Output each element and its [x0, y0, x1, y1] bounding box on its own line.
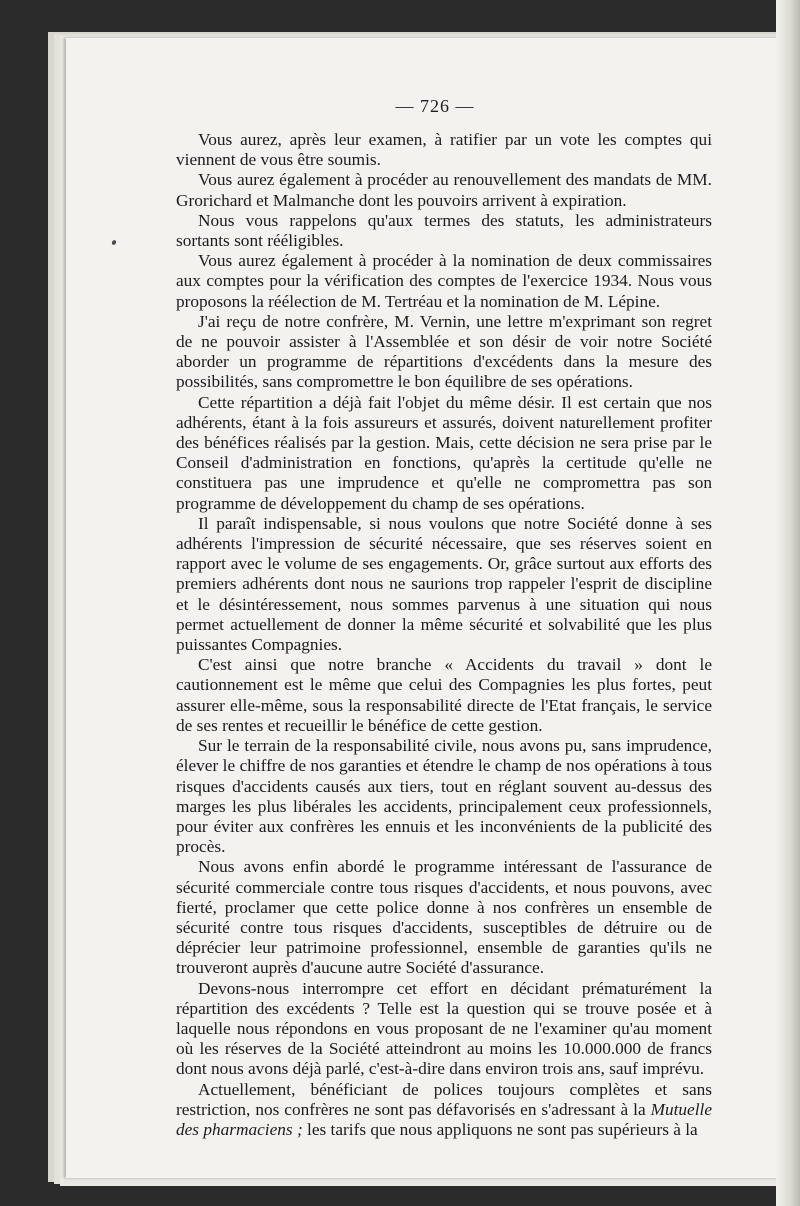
paragraph: Nous avons enfin abordé le programme intéressant de l'assurance de sécurité commerciale contre tous risques d'accidents, et nous pouvons, avec fierté, proclamer que cette police donne à nos confrères un ensemble de sécurité contre tous risques d'accidents, susceptibles de détruire ou de déprécier leur patrimoine professionnel, ensemble de garanties qu'ils ne trouveront auprès d'aucune autre Société d'assurance.: [176, 857, 712, 978]
paragraph: Devons-nous interrompre cet effort en décidant prématurément la répartition des excédents ? Telle est la question qui se trouve posée et à laquelle nous répondons en vous proposant de ne l'examiner qu'au moment où les réserves de la Société atteindront au moins les 10.000.000 de francs dont nous avons déjà parlé, c'est-à-dire dans environ trois ans, sauf imprévu.: [176, 978, 712, 1079]
page-number: — 726 —: [395, 96, 475, 116]
paragraph: Nous vous rappelons qu'aux termes des statuts, les administrateurs sortants sont rééligibles.: [176, 210, 712, 251]
paragraph: Vous aurez également à procéder à la nomination de deux commissaires aux comptes pour la vérification des comptes de l'exercice 1934. Nous vous proposons la réélection de M. Tertréau et la nomination de M. Lépine.: [176, 251, 712, 311]
paragraph: Vous aurez, après leur examen, à ratifier par un vote les comptes qui viennent de vous être soumis.: [176, 130, 712, 170]
paragraph-last: [176, 1080, 712, 1141]
paragraph: Il paraît indispensable, si nous voulons que notre Société donne à ses adhérents l'impression de sécurité nécessaire, que ses réserves soient en rapport avec le volume de ses engagements. Or, grâce surtout aux efforts des premiers adhérents dont nous ne saurions trop rappeler l'esprit de discipline et le désintéressement, nous sommes parvenus à une situation qui nous permet actuellement de donner la même sécurité et solvabilité que les plus puissantes Compagnies.: [176, 513, 712, 655]
body-text: [176, 130, 712, 1140]
paragraph: Sur le terrain de la responsabilité civile, nous avons pu, sans imprudence, élever le chiffre de nos garanties et étendre le champ de nos opérations à tous risques d'accidents causés aux tiers, tout en réglant souvent au-dessus des marges les plus libérales les accidents, principalement ceux professionnels, pour éviter aux confrères les ennuis et les inconvénients de la publicité des procès.: [176, 736, 712, 857]
paragraph-text: les tarifs que nous appliquons ne sont pas supérieurs à la: [302, 1119, 698, 1139]
paragraph: C'est ainsi que notre branche « Accidents du travail » dont le cautionnement est le même que celui des Compagnies les plus fortes, peut assurer elle-même, sous la responsabilité directe de l'Etat français, le service de ses rentes et recueillir le bénéfice de cette gestion.: [176, 655, 712, 735]
paragraph-text: Actuellement, bénéficiant de polices toujours complètes et sans restriction, nos confrères ne sont pas défavorisés en s'adressant à la: [176, 1079, 712, 1119]
paragraph: Cette répartition a déjà fait l'objet du même désir. Il est certain que nos adhérents, étant à la fois assureurs et assurés, doivent naturellement profiter des bénéfices réalisés par la gestion. Mais, cette décision ne sera prise par le Conseil d'administration en fonctions, qu'après la certitude qu'elle ne constituera pas une imprudence et qu'elle ne compromettra pas son programme de développement du champ de ses opérations.: [176, 392, 712, 513]
paragraph: Vous aurez également à procéder au renouvellement des mandats de MM. Grorichard et Malmanche dont les pouvoirs arrivent à expiration.: [176, 170, 712, 210]
italic-title: Mutuelle des pharmaciens ;: [176, 1099, 712, 1139]
paragraph: J'ai reçu de notre confrère, M. Vernin, une lettre m'exprimant son regret de ne pouvoir assister à l'Assemblée et son désir de voir notre Société aborder un programme de répartitions d'excédents dans la mesure des possibilités, sans compromettre le bon équilibre de ses opérations.: [176, 311, 712, 392]
binding-edge: [776, 0, 800, 1206]
